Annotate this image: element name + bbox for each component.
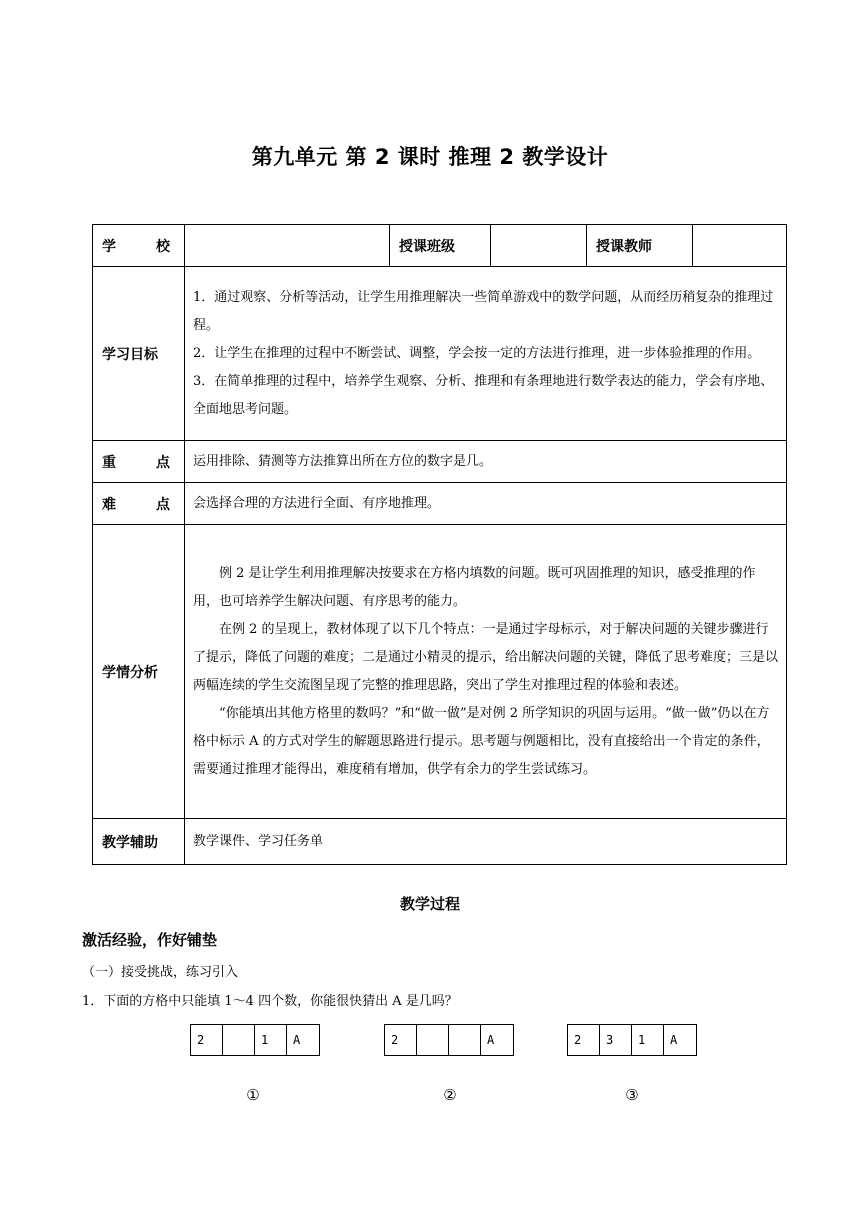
- goal-item: 1．通过观察、分析等活动，让学生用推理解决一些简单游戏中的数学问题，从而经历稍复杂的推理过程。: [193, 289, 774, 333]
- table-row-aids: [93, 819, 787, 865]
- key-point-label: 重 点: [93, 441, 185, 483]
- document-title: 第九单元 第 2 课时 推理 2 教学设计: [251, 145, 609, 169]
- table-row-school: [93, 225, 787, 267]
- grid-cell: 1: [255, 1025, 287, 1055]
- analysis-paragraph: “你能填出其他方格里的数吗？”和“做一做”是对例 2 所学知识的巩固与运用。“做一做”仍以在方格中标示 A 的方式对学生的解题思路进行提示。思考题与例题相比，没有直接给出一个肯定的条件，需要通过推理才能得出，难度稍有增加，供学有余力的学生尝试练习。: [193, 705, 770, 777]
- grid-label-3: ③: [625, 1086, 639, 1104]
- teacher-value: [693, 225, 787, 267]
- goal-item: 3．在简单推理的过程中，培养学生观察、分析、推理和有条理地进行数学表达的能力，学会有序地、全面地思考问题。: [193, 373, 774, 417]
- analysis-paragraph: 在例 2 的呈现上，教材体现了以下几个特点：一是通过字母标示，对于解决问题的关键步骤进行了提示，降低了问题的难度；二是通过小精灵的提示，给出解决问题的关键，降低了思考难度；三是以两幅连续的学生交流图呈现了完整的推理思路，突出了学生对推理过程的体验和表述。: [193, 621, 779, 693]
- difficulty-value: 会选择合理的方法进行全面、有序地推理。: [185, 483, 787, 525]
- grid-cell: [417, 1025, 449, 1055]
- analysis-label: 学情分析: [93, 525, 185, 819]
- question-text: 1．下面的方格中只能填 1～4 四个数，你能很快猜出 A 是几吗？: [82, 994, 458, 1009]
- grid-cell: [223, 1025, 255, 1055]
- analysis-cell: [185, 525, 787, 819]
- school-value: [185, 225, 390, 267]
- table-row-difficulty: [93, 483, 787, 525]
- class-value: [491, 225, 587, 267]
- number-grid-2: [384, 1024, 514, 1056]
- grid-cell: [449, 1025, 481, 1055]
- aids-value: 教学课件、学习任务单: [185, 819, 787, 865]
- goals-cell: [185, 267, 787, 441]
- grid-cell: 2: [191, 1025, 223, 1055]
- table-row-key-point: [93, 441, 787, 483]
- grid-cell: A: [670, 1033, 678, 1047]
- grid-label-2: ②: [443, 1086, 457, 1104]
- grid-cell: 2: [385, 1025, 417, 1055]
- number-grid-3: [567, 1024, 697, 1056]
- process-title: 教学过程: [399, 895, 460, 913]
- class-label: 授课班级: [390, 225, 491, 267]
- table-row-analysis: [93, 525, 787, 819]
- grid-cell: A: [487, 1033, 495, 1047]
- table-row-goals: [93, 267, 787, 441]
- grid-cell: A: [293, 1033, 301, 1047]
- grid-cell: 2: [568, 1025, 600, 1055]
- difficulty-label: 难 点: [93, 483, 185, 525]
- subsection-heading: （一）接受挑战，练习引入: [82, 965, 239, 980]
- grid-label-1: ①: [246, 1086, 260, 1104]
- teacher-label: 授课教师: [587, 225, 693, 267]
- number-grid-1: [190, 1024, 320, 1056]
- school-label: 学 校: [93, 225, 185, 267]
- lesson-info-table: [92, 224, 787, 865]
- section-heading: 激活经验，作好铺垫: [82, 931, 218, 949]
- grid-cell: 1: [632, 1025, 664, 1055]
- goal-item: 2．让学生在推理的过程中不断尝试、调整，学会按一定的方法进行推理，进一步体验推理的作用。: [193, 345, 761, 361]
- grid-cell: 3: [600, 1025, 632, 1055]
- goals-label: 学习目标: [93, 267, 185, 441]
- key-point-value: 运用排除、猜测等方法推算出所在方位的数字是几。: [185, 441, 787, 483]
- aids-label: 教学辅助: [93, 819, 185, 865]
- analysis-paragraph: 例 2 是让学生利用推理解决按要求在方格内填数的问题。既可巩固推理的知识，感受推理的作用，也可培养学生解决问题、有序思考的能力。: [193, 565, 756, 609]
